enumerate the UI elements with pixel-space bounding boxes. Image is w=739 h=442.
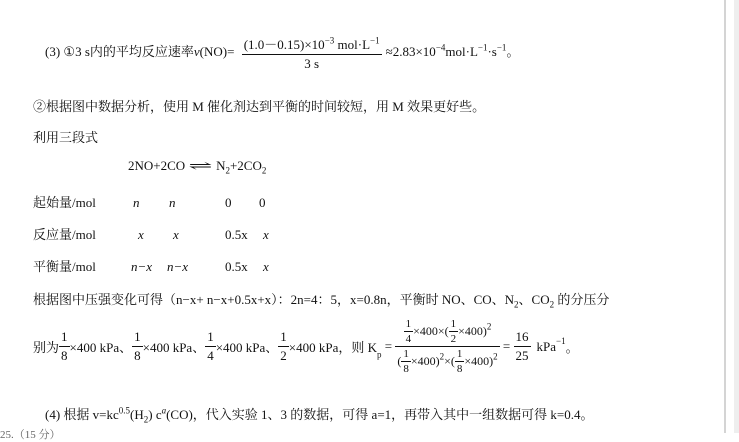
- item4-text: (4) 根据 $v=kc^{0.5}(H_2)$ $c^a(CO)$，代入实验 1、3 的数据，可得 a=1，再带入其中一组数据可得 k=0.4。: [45, 405, 594, 425]
- reaction-equation: 2NO+2CO ⇌ $N_2+2CO_2$: [128, 158, 267, 176]
- kp-denominator: ( $\frac{1}{8}$ ×400)$^2$×( $\frac{1}{8}$ ×400)$^2$: [397, 348, 498, 375]
- table-row: 反应量/mol x x 0.5x x: [33, 227, 269, 242]
- table-row: 起始量/mol n n 0 0: [33, 195, 266, 210]
- item3-2-text: ②根据图中数据分析，使用 M 催化剂达到平衡的时间较短，用 M 效果更好些。: [33, 99, 486, 114]
- pressure-line-2: 别为 $\frac{1}{8}$ ×400 kPa、 $\frac{1}{8}$ ×400 kPa、 $\frac{1}{4}$ ×400 kPa、 $\frac{1}{2}$ ×400 kPa，则 $K_p$ = $\frac{1}{4}$ ×400×( $\frac{1}{2}$ ×400)$^2$ ( $\frac{1}{8}$ ×400)$^2$×( $\frac{1}{8}$ ×400)$^2$ = $\frac{16}{25}$ kPa$^{-1}$。: [33, 318, 579, 375]
- rate-arg: (NO)=: [199, 43, 235, 59]
- result-fraction: $\frac{16}{25}$: [515, 329, 529, 363]
- fraction-one-eighth: $\frac{1}{8}$: [61, 329, 68, 363]
- fraction-one-eighth: $\frac{1}{8}$: [134, 329, 141, 363]
- rate-denominator: 3 s: [304, 56, 320, 71]
- three-step-intro: 利用三段式: [33, 130, 99, 145]
- kp-fraction: [395, 318, 499, 375]
- rate-numerator: $(1.0-0.15)\times 10^{-3}$ $mol\cdot L^{-1}$: [242, 34, 382, 55]
- rate-fraction: [242, 34, 382, 72]
- fraction-one-half: $\frac{1}{2}$: [280, 329, 287, 363]
- rate-symbol: v: [193, 43, 200, 59]
- item3-rate-line: [45, 34, 519, 72]
- page-edge-margin: [734, 0, 739, 433]
- equilibrium-arrow-icon: ⇌: [188, 158, 213, 173]
- rate-result: $\approx 2.83\times 10^{-4}mol\cdot L^{-1}\cdot s^{-1}$。: [385, 42, 520, 59]
- page-edge-shadow: [724, 0, 726, 433]
- kp-numerator: $\frac{1}{4}$ ×400×( $\frac{1}{2}$ ×400)$^2$: [395, 318, 499, 347]
- item3-prefix: (3) ①3 s内的平均反应速率: [45, 43, 194, 59]
- fraction-one-quarter: $\frac{1}{4}$: [207, 329, 214, 363]
- pressure-line-1: 根据图中压强变化可得（n−x+ n−x+0.5x+x）：2n=4：5，x=0.8n，平衡时 NO、CO、$N_2$、$CO_2$ 的分压分: [33, 292, 610, 310]
- cut-off-question-number: 25.（15 分）: [0, 429, 61, 441]
- table-row: 平衡量/mol n−x n−x 0.5x x: [33, 259, 269, 274]
